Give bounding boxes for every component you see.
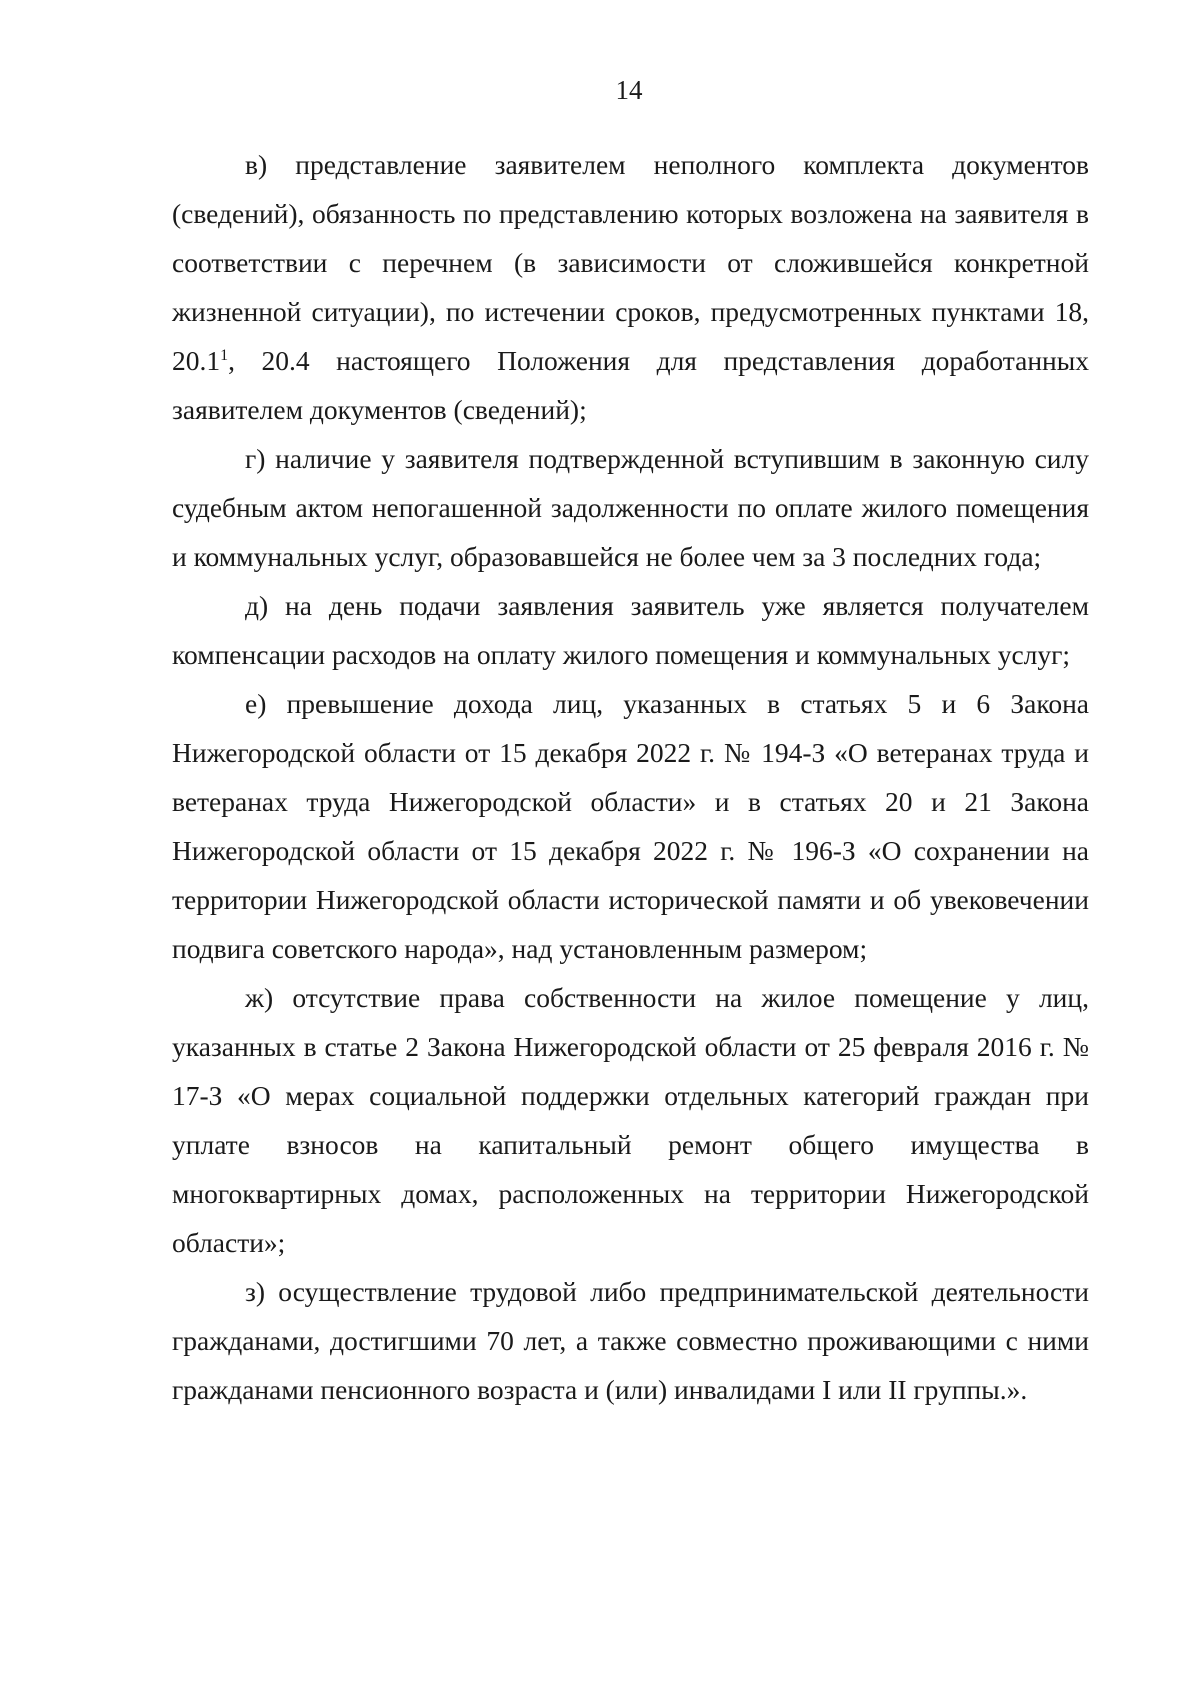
paragraph-d: д) на день подачи заявления заявитель уже является получателем компенсации расходов на оплату жилого помещения и коммунальных услуг; bbox=[172, 590, 1089, 670]
paragraph-v-text: в) представление заявителем неполного комплекта документов (сведений), обязанность по представлению которых возложена на заявителя в соответствии с перечнем (в зависимости от сложившейся конкретной жизненной ситуации), по истечении сроков, предусмотренных пунктами 18, 20.1 bbox=[172, 149, 1089, 376]
paragraph-zh: ж) отсутствие права собственности на жилое помещение у лиц, указанных в статье 2 Закона Нижегородской области от 25 февраля 2016 г. № 17-З «О мерах социальной поддержки отдельных категорий граждан при уплате взносов на капитальный ремонт общего имущества в многоквартирных домах, расположенных на территории Нижегородской области»; bbox=[172, 982, 1089, 1258]
document-body bbox=[172, 140, 1089, 1414]
paragraph-v-text-end: , 20.4 настоящего Положения для представления доработанных заявителем документов (сведений); bbox=[172, 345, 1089, 425]
page-number: 14 bbox=[615, 75, 643, 105]
paragraph-z: з) осуществление трудовой либо предпринимательской деятельности гражданами, достигшими 70 лет, а также совместно проживающими с ними гражданами пенсионного возраста и (или) инвалидами I или II группы.». bbox=[172, 1276, 1089, 1405]
paragraph-g: г) наличие у заявителя подтвержденной вступившим в законную силу судебным актом непогашенной задолженности по оплате жилого помещения и коммунальных услуг, образовавшейся не более чем за 3 последних года; bbox=[172, 443, 1089, 572]
paragraph-e: е) превышение дохода лиц, указанных в статьях 5 и 6 Закона Нижегородской области от 15 декабря 2022 г. № 194-З «О ветеранах труда и ветеранах труда Нижегородской области» и в статьях 20 и 21 Закона Нижегородской области от 15 декабря 2022 г. № 196-З «О сохранении на территории Нижегородской области исторической памяти и об увековечении подвига советского народа», над установленным размером; bbox=[172, 688, 1089, 964]
footnote-superscript: 1 bbox=[220, 346, 229, 364]
paragraph-v bbox=[172, 140, 1089, 434]
